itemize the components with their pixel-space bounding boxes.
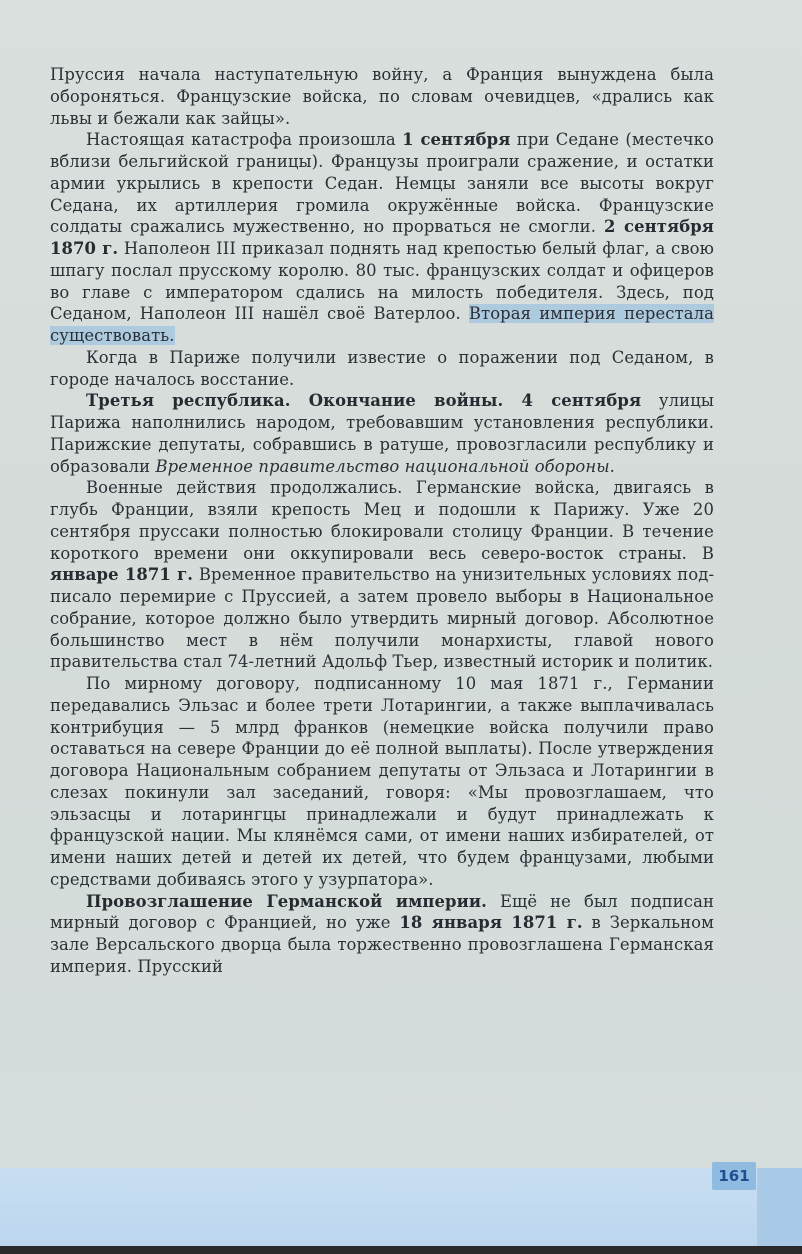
text-segment: Военные действия продолжались. Германские войска, двигаясь в глубь Франции, взяли крепость Мец и подошли к Парижу. Уже 20 сентября пруссаки полностью блокировали столицу Франции. В течение короткого времени они оккупировали весь северо-восток страны. В (50, 478, 714, 563)
bold-text: январе 1871 г. (50, 565, 194, 585)
bold-text: Провозглашение Германской империи. (86, 891, 487, 911)
bottom-color-band-edge (757, 1168, 802, 1254)
highlighted-text: Вторая империя перестала существовать. (50, 304, 714, 345)
paragraph (50, 477, 714, 673)
paragraph (50, 673, 714, 891)
bold-text: 2 сентября 1870 г. (50, 217, 714, 258)
body-text (50, 64, 714, 978)
bold-text: 18 января 1871 г. (399, 913, 583, 933)
paragraph (50, 129, 714, 347)
paragraph (50, 347, 714, 391)
text-segment: Пруссия начала наступательную войну, а Франция вынуждена была обороняться. Французские войска, по словам очевидцев, «дрались как львы и бежали как зайцы». (50, 65, 714, 128)
bold-text: Третья республика. Окончание войны. 4 сентября (86, 391, 642, 411)
bottom-color-band (0, 1168, 802, 1254)
text-segment: улицы Парижа наполнились народом, требовавшим установления республики. Парижские депутаты, собравшись в ратуше, провозгласили республику и образовали (50, 391, 714, 476)
bold-text: 1 сентября (402, 130, 511, 150)
page-bottom-edge (0, 1246, 802, 1254)
text-segment: Ещё не был подписан мирный договор с Францией, но уже (50, 891, 714, 933)
italic-text: Временное правительство национальной обороны. (155, 456, 615, 476)
text-segment: в Зеркальном зале Версальского дворца была торжественно провозглашена Германская империя. Прусский (50, 913, 714, 976)
text-segment: Временное правительство на унизительных условиях подписало перемирие с Пруссией, а затем провело выборы в Национальное собрание, которое должно было утвердить мирный договор. Абсолютное большинство мест в нём получили монархисты, главой нового правительства стал 74-летний Адольф Тьер, известный историк и политик. (50, 565, 715, 672)
text-segment: Когда в Париже получили известие о поражении под Седаном, в городе началось восстание. (50, 347, 714, 389)
text-segment: Настоящая катастрофа произошла (86, 130, 403, 150)
text-segment: По мирному договору, подписанному 10 мая 1871 г., Германии передавались Эльзас и более трети Лотарингии, а также выплачивалась контрибуция — 5 млрд франков (немецкие войска получили право оставаться на севере Франции до её полной выплаты). После утверждения договора Национальным собранием депутаты от Эльзаса и Лотарингии в слезах покинули зал заседаний, говоря: «Мы провозглашаем, что эльзасцы и лотарингцы принадлежали и будут принадлежать к французской нации. Мы клянёмся сами, от имени наших избирателей, от имени наших детей и детей их детей, что будем французами, любыми средствами добиваясь этого у узурпатора». (50, 674, 714, 889)
paragraph (50, 64, 714, 129)
text-segment: Наполеон III приказал поднять над крепостью белый флаг, а свою шпагу послал прусскому королю. 80 тыс. французских солдат и офицеров во главе с императором сдались на милость победителя. Здесь, под Седаном, Наполеон III нашёл своё Ватерлоо. (50, 239, 714, 324)
page-number: 161 (712, 1162, 756, 1190)
text-segment: при Седане (местечко вблизи бельгийской границы). Французы проиграли сражение, и остатки армии укрылись в крепости Седан. Немцы заняли все высоты вокруг Седана, их артиллерия громила окружённые войска. Французские солдаты сражались мужественно, но прорваться не смогли. (50, 130, 714, 237)
paragraph (50, 390, 714, 477)
paragraph (50, 891, 714, 978)
